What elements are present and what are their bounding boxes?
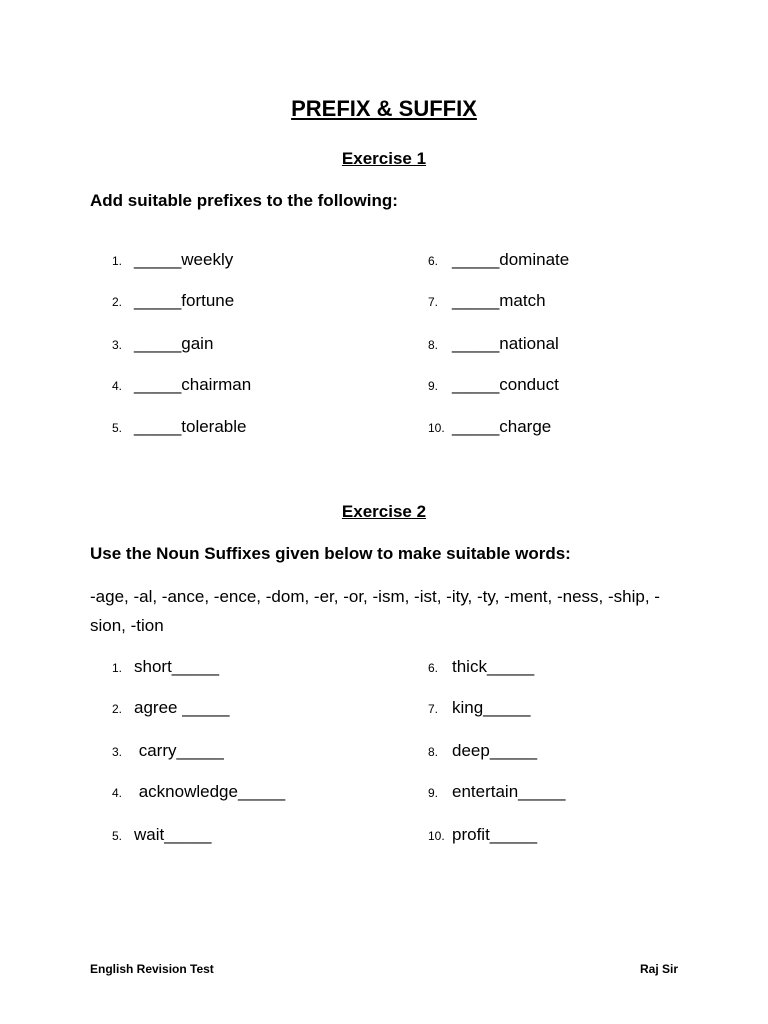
item-number: 8. (428, 338, 439, 352)
exercise-2-item (428, 782, 565, 802)
exercise-2-heading: Exercise 2 (341, 502, 427, 521)
item-text: wait_____ (134, 825, 212, 844)
item-text: agree _____ (134, 698, 230, 717)
exercise-2-item (112, 825, 212, 845)
item-text: _____weekly (134, 250, 234, 269)
item-text: profit_____ (452, 825, 538, 844)
item-number: 6. (428, 661, 439, 675)
item-text: _____tolerable (134, 417, 247, 436)
exercise-2-item (112, 741, 224, 761)
exercise-1-heading: Exercise 1 (341, 149, 427, 168)
item-number: 4. (112, 786, 123, 800)
item-text: carry_____ (134, 741, 224, 760)
item-text: _____gain (134, 334, 214, 353)
item-text: thick_____ (452, 657, 535, 676)
exercise-2-item (112, 698, 229, 718)
exercise-1-item (112, 375, 251, 395)
item-number: 6. (428, 254, 439, 268)
item-text: _____conduct (452, 375, 559, 394)
exercise-2-item (428, 698, 530, 718)
exercise-2-item (428, 825, 537, 845)
item-text: short_____ (134, 657, 220, 676)
item-number: 1. (112, 254, 123, 268)
exercise-1-instruction: Add suitable prefixes to the following: (90, 191, 398, 210)
item-number: 1. (112, 661, 123, 675)
exercise-2-item (428, 657, 534, 677)
page-title: PREFIX & SUFFIX (291, 96, 477, 121)
exercise-1-item (428, 291, 546, 311)
item-number: 5. (112, 421, 123, 435)
item-text: _____fortune (134, 291, 235, 310)
item-number: 9. (428, 379, 439, 393)
item-number: 4. (112, 379, 123, 393)
item-number: 7. (428, 702, 439, 716)
item-text: _____chairman (134, 375, 252, 394)
item-text: king_____ (452, 698, 531, 717)
noun-suffix-list: -age, -al, -ance, -ence, -dom, -er, -or, -ism, -ist, -ity, -ty, -ment, -ness, -ship, -sion, -tion (90, 587, 660, 635)
item-number: 10. (428, 829, 445, 843)
exercise-1-item (112, 250, 233, 270)
item-number: 5. (112, 829, 123, 843)
item-number: 9. (428, 786, 439, 800)
footer-left-text: English Revision Test (90, 962, 214, 976)
exercise-1-item (428, 250, 569, 270)
item-number: 2. (112, 295, 123, 309)
exercise-2-item (112, 782, 285, 802)
item-text: _____charge (452, 417, 552, 436)
exercise-1-item (428, 417, 551, 437)
item-text: entertain_____ (452, 782, 566, 801)
exercise-1-item (112, 291, 234, 311)
item-number: 2. (112, 702, 123, 716)
item-text: _____national (452, 334, 559, 353)
exercise-2-item (112, 657, 219, 677)
exercise-1-item (112, 334, 213, 354)
item-text: _____dominate (452, 250, 570, 269)
item-number: 8. (428, 745, 439, 759)
item-text: _____match (452, 291, 546, 310)
item-number: 3. (112, 338, 123, 352)
item-text: deep_____ (452, 741, 538, 760)
exercise-1-item (428, 375, 559, 395)
exercise-2-instruction: Use the Noun Suffixes given below to make suitable words: (90, 544, 571, 563)
exercise-2-item (428, 741, 537, 761)
item-text: acknowledge_____ (134, 782, 286, 801)
exercise-1-item (428, 334, 559, 354)
item-number: 10. (428, 421, 445, 435)
exercise-1-item (112, 417, 246, 437)
footer-right-text: Raj Sir (639, 962, 678, 976)
item-number: 7. (428, 295, 439, 309)
item-number: 3. (112, 745, 123, 759)
